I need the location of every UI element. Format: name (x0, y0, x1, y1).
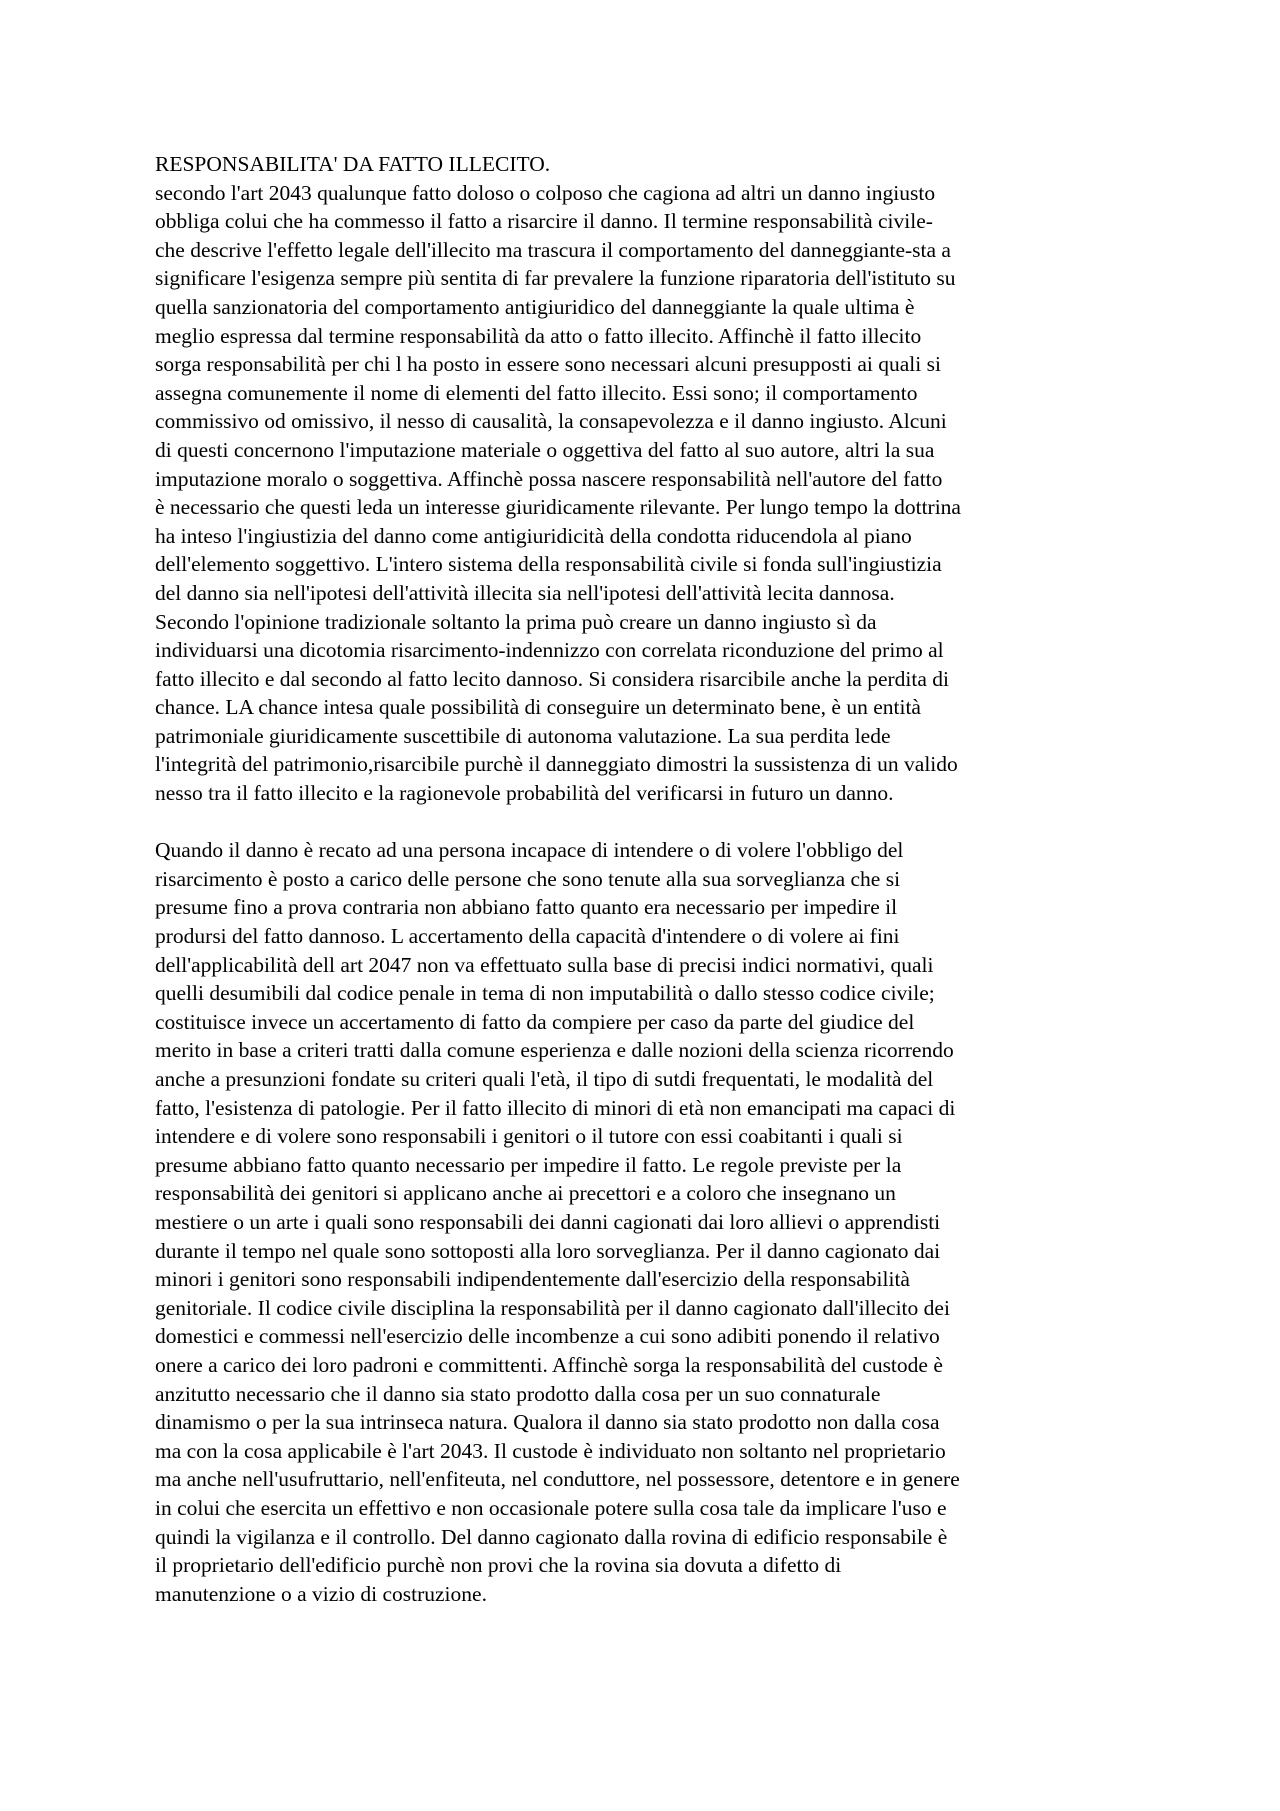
text-line: manutenzione o a vizio di costruzione. (155, 1581, 487, 1606)
text-line: assegna comunemente il nome di elementi del fatto illecito. Essi sono; il comportamento (155, 380, 918, 405)
text-line: che descrive l'effetto legale dell'illecito ma trascura il comportamento del danneggiante-sta a (155, 237, 951, 262)
text-line: durante il tempo nel quale sono sottoposti alla loro sorveglianza. Per il danno cagionato dai (155, 1238, 941, 1263)
text-line: presume abbiano fatto quanto necessario per impedire il fatto. Le regole previste per la (155, 1152, 902, 1177)
document-page (155, 150, 1133, 1608)
text-line: quella sanzionatoria del comportamento antigiuridico del danneggiante la quale ultima è (155, 294, 915, 319)
text-line: dell'elemento soggettivo. L'intero sistema della responsabilità civile si fonda sull'ingiustizia (155, 552, 942, 577)
text-line: ma anche nell'usufruttario, nell'enfiteuta, nel conduttore, nel possessore, detentore e in genere (155, 1467, 960, 1492)
text-line: individuarsi una dicotomia risarcimento-indennizzo con correlata riconduzione del primo al (155, 638, 944, 663)
document-title: RESPONSABILITA' DA FATTO ILLECITO. (155, 152, 551, 176)
text-line: merito in base a criteri tratti dalla comune esperienza e dalle nozioni della scienza ricorrendo (155, 1038, 954, 1063)
text-line: risarcimento è posto a carico delle persone che sono tenute alla sua sorveglianza che si (155, 866, 901, 891)
text-line: patrimoniale giuridicamente suscettibile di autonoma valutazione. La sua perdita lede (155, 723, 891, 748)
text-line: nesso tra il fatto illecito e la ragionevole probabilità del verificarsi in futuro un danno. (155, 781, 894, 806)
text-line: di questi concernono l'imputazione materiale o oggettiva del fatto al suo autore, altri la sua (155, 437, 935, 462)
text-line: quindi la vigilanza e il controllo. Del danno cagionato dalla rovina di edificio responsabile è (155, 1524, 948, 1549)
text-line: il proprietario dell'edificio purchè non provi che la rovina sia dovuta a difetto di (155, 1553, 842, 1578)
text-line: in colui che esercita un effettivo e non occasionale potere sulla cosa tale da implicare l'uso e (155, 1495, 947, 1520)
text-line: l'integrità del patrimonio,risarcibile purchè il danneggiato dimostri la sussistenza di un valido (155, 752, 958, 777)
text-line: prodursi del fatto dannoso. L accertamento della capacità d'intendere o di volere ai fini (155, 924, 900, 949)
text-line: fatto illecito e dal secondo al fatto lecito dannoso. Si considera risarcibile anche la perdita di (155, 666, 950, 691)
text-line: anzitutto necessario che il danno sia stato prodotto dalla cosa per un suo connaturale (155, 1381, 881, 1406)
text-line: quelli desumibili dal codice penale in tema di non imputabilità o dallo stesso codice civile; (155, 981, 935, 1006)
text-line: del danno sia nell'ipotesi dell'attività illecita sia nell'ipotesi dell'attività lecita dannosa. (155, 580, 895, 605)
text-line: presume fino a prova contraria non abbiano fatto quanto era necessario per impedire il (155, 895, 898, 920)
text-line: meglio espressa dal termine responsabilità da atto o fatto illecito. Affinchè il fatto illecito (155, 323, 922, 348)
paragraph-1 (155, 179, 1133, 808)
paragraph-spacer (155, 808, 1133, 837)
text-line: mestiere o un arte i quali sono responsabili dei danni cagionati dai loro allievi o apprendisti (155, 1209, 941, 1234)
text-line: imputazione moralo o soggettiva. Affinchè possa nascere responsabilità nell'autore del fatto (155, 466, 943, 491)
text-line: responsabilità dei genitori si applicano anche ai precettori e a coloro che insegnano un (155, 1181, 896, 1206)
text-line: genitoriale. Il codice civile disciplina la responsabilità per il danno cagionato dall'illecito dei (155, 1295, 950, 1320)
text-line: dell'applicabilità dell art 2047 non va effettuato sulla base di precisi indici normativi, quali (155, 952, 934, 977)
text-line: onere a carico dei loro padroni e committenti. Affinchè sorga la responsabilità del custode è (155, 1352, 943, 1377)
text-line: significare l'esigenza sempre più sentita di far prevalere la funzione riparatoria dell'istituto su (155, 266, 956, 291)
text-line: secondo l'art 2043 qualunque fatto doloso o colposo che cagiona ad altri un danno ingiusto (155, 180, 936, 205)
text-line: è necessario che questi leda un interesse giuridicamente rilevante. Per lungo tempo la dottrina (155, 495, 961, 520)
text-line: ma con la cosa applicabile è l'art 2043. Il custode è individuato non soltanto nel proprietario (155, 1438, 946, 1463)
text-line: minori i genitori sono responsabili indipendentemente dall'esercizio della responsabilità (155, 1267, 910, 1292)
text-line: domestici e commessi nell'esercizio delle incombenze a cui sono adibiti ponendo il relativo (155, 1324, 940, 1349)
text-line: dinamismo o per la sua intrinseca natura. Qualora il danno sia stato prodotto non dalla cosa (155, 1410, 940, 1435)
text-line: ha inteso l'ingiustizia del danno come antigiuridicità della condotta riducendola al piano (155, 523, 912, 548)
paragraph-2 (155, 836, 1133, 1608)
text-line: obbliga colui che ha commesso il fatto a risarcire il danno. Il termine responsabilità civile- (155, 209, 933, 234)
text-line: anche a presunzioni fondate su criteri quali l'età, il tipo di sutdi frequentati, le modalità del (155, 1067, 934, 1091)
text-line: intendere e di volere sono responsabili i genitori o il tutore con essi coabitanti i quali si (155, 1124, 903, 1149)
text-line: commissivo od omissivo, il nesso di causalità, la consapevolezza e il danno ingiusto. Alcuni (155, 409, 947, 434)
text-line: Secondo l'opinione tradizionale soltanto la prima può creare un danno ingiusto sì da (155, 609, 877, 634)
text-line: costituisce invece un accertamento di fatto da compiere per caso da parte del giudice del (155, 1009, 915, 1034)
text-line: chance. LA chance intesa quale possibilità di conseguire un determinato bene, è un entità (155, 695, 921, 720)
text-line: fatto, l'esistenza di patologie. Per il fatto illecito di minori di età non emancipati ma capaci di (155, 1095, 956, 1120)
text-line: sorga responsabilità per chi l ha posto in essere sono necessari alcuni presupposti ai quali si (155, 352, 941, 377)
text-line: Quando il danno è recato ad una persona incapace di intendere o di volere l'obbligo del (155, 838, 904, 863)
